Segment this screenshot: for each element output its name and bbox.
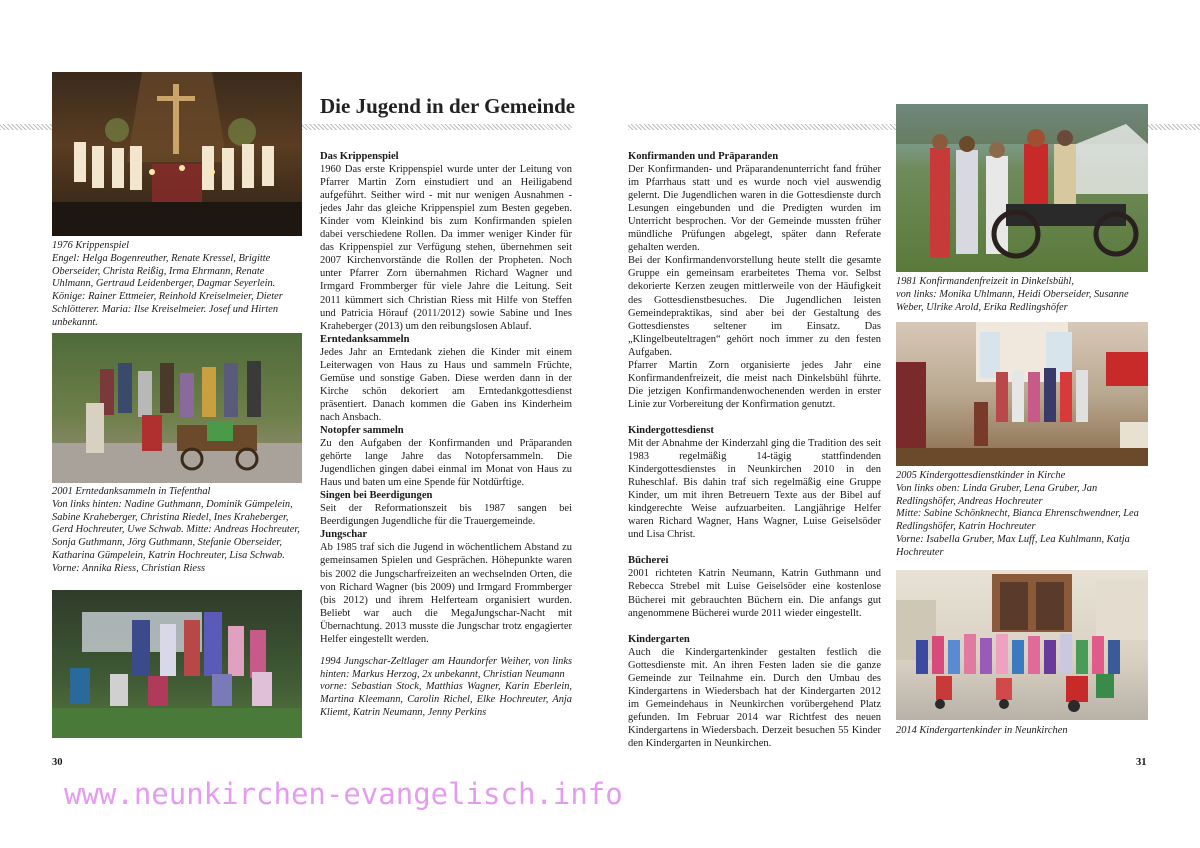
text-erntedank: Jedes Jahr an Erntedank ziehen die Kinder mit einem Leiterwagen von Haus zu Haus und sammeln Früchte, Gemüse und sonstige Gaben. Diese werden dann in der Kirche schön dekoriert am Erntedankgottesdienst präsentiert. Danach kommen die Gaben ins Kinderheim nach Ansbach. bbox=[320, 346, 572, 423]
caption-krippenspiel bbox=[52, 240, 302, 330]
caption-extra: Vorne: Annika Riess, Christian Riess bbox=[52, 562, 206, 574]
caption-title: 1994 Jungschar-Zeltlager am Haundorfer Weiher, von links hinten: Markus Herzog, 2x unbekannt, Christian Neumann bbox=[320, 655, 572, 680]
caption-text: von links: Monika Uhlmann, Heidi Oberseider, Susanne Weber, Ulrike Arold, Erika Redlingshöfer bbox=[896, 288, 1129, 313]
left-text-column bbox=[320, 150, 572, 720]
page-number-left: 30 bbox=[52, 757, 63, 768]
text-konfirmanden-1: Der Konfirmanden- und Präparandenunterricht fand früher im Pfarrhaus statt und es wurde noch viel auswendig gelernt. Die Jugendlichen waren in die Gottesdienste durch Lesungen eingebunden und die Predigten wurden im Unterricht besprochen. Vor der Gemeinde mussten früher mündliche Prüfungen abgelegt, später dann Referate gehalten werden. bbox=[628, 164, 881, 254]
text-kindergarten: Auch die Kindergartenkinder gestalten festlich die Gottesdienste mit. An ihren Festen laden sie die ganze Gemeinde zur Teilnahme ein. Durch den Umbau des Kindergartens in Wiedersbach hat der Kindergarten 2012 im Gemeindehaus in Neunkirchen vorübergehend Platz gefunden. Im Februar 2014 war Richtfest des neuen Kindergartens in Wiedersbach. Derzeit besuchen 55 Kinder den Kindergarten in Neunkirchen. bbox=[628, 646, 881, 749]
photo-jungschar bbox=[52, 590, 302, 738]
right-rule-outer bbox=[1148, 124, 1200, 130]
caption-title: 2005 Kindergottesdienstkinder in Kirche bbox=[896, 470, 1066, 481]
caption-extra2: Vorne: Isabella Gruber, Max Luff, Lea Kuhlmann, Katja Hochreuter bbox=[896, 533, 1130, 558]
text-jungschar: Ab 1985 traf sich die Jugend in wöchentlichem Abstand zu gemeinsamen Spielen und Gesprächen. Höhepunkte waren bis 2002 die Jungscharfreizeiten an wechselnden Orten, die von Richard Wagner (bis 2009) und Irmgard Frommberger (bis 2012) und ihrem Helferteam organisiert wurden. Beliebt war auch die MegaJungschar-Nacht mit Übernachtung. 2013 musste die Jungschar trotz engagierter Helfer eingestellt werden. bbox=[320, 542, 572, 645]
text-buecherei: 2001 richteten Katrin Neumann, Katrin Guthmann und Rebecca Strebel mit Luise Geiselsöder eine kostenlose Bücherei mit gebrauchten Büchern ein. Die anfangs gut angenommene Bücherei wurde 2011 wieder eingestellt. bbox=[628, 568, 881, 619]
caption-title: 2001 Erntedanksammeln in Tiefenthal bbox=[52, 486, 211, 497]
caption-erntedank bbox=[52, 486, 302, 576]
photo-erntedank bbox=[52, 333, 302, 483]
heading-kindergarten: Kindergarten bbox=[628, 633, 690, 645]
caption-kindergottesdienst bbox=[896, 470, 1148, 560]
heading-konfirmanden: Konfirmanden und Präparanden bbox=[628, 151, 779, 162]
photo-konfirmandenfreizeit bbox=[896, 104, 1148, 272]
caption-title: 1976 Krippenspiel bbox=[52, 240, 130, 251]
heading-buecherei: Bücherei bbox=[628, 555, 669, 567]
heading-erntedank: Erntedanksammeln bbox=[320, 333, 410, 345]
heading-kindergottesdienst: Kindergottesdienst bbox=[628, 424, 714, 436]
caption-extra: Mitte: Sabine Schönknecht, Bianca Ehrenschwendner, Lea Redlingshöfer, Katrin Hochreuter bbox=[896, 508, 1139, 533]
text-kindergottesdienst: Mit der Abnahme der Kinderzahl ging die Tradition des seit 1983 regelmäßig 14-tägig stattfindenden Kindergottesdienstes in Neunkirchen 2010 in den Ruheschlaf. Bis dahin traf sich regelmäßig eine Gruppe Kinder, um mit ihren Betreuern Texte aus der Bibel auf kindgerechte Weise aufzuarbeiten. Langjährige Helfer waren Richard Wagner, Hans Wagner, Luise Geiselsöder und Lisa Christ. bbox=[628, 437, 881, 541]
caption-title: 1981 Konfirmandenfreizeit in Dinkelsbühl, bbox=[896, 276, 1074, 287]
text-krippenspiel: 1960 Das erste Krippenspiel wurde unter der Leitung von Pfarrer Martin Zorn einstudiert und an Heiligabend aufgeführt. Seither wird - mit nur wenigen Ausnahmen - jedes Jahr das gleiche Krippenspiel zum Besten gegeben. Kinder vom Kleinkind bis zum Konfirmanden spielen dabei verschiedene Rollen. Da immer weniger Kinder für das Krippenspiel zur Verfügung stehen, übernehmen seit 2007 Kirchenvorstände die Rollen der Propheten. Noch unter Pfarrer Zorn übernahmen Richard Wagner und Irmgard Frommberger für viele Jahre die Leitung. Seit 2011 kümmert sich Christian Riess mit Hilfe von Steffen und Patricia Hörauf (2011/2012) sowie Sabine und Ines Kraheberger (2013) um den reibungslosen Ablauf. bbox=[320, 164, 572, 332]
left-rule-outer bbox=[0, 124, 52, 130]
text-konfirmanden-3: Pfarrer Martin Zorn organisierte jedes Jahr eine Konfirmandenfreizeit, die meist nach Dinkelsbühl führte. Die jetzigen Konfirmandenwochenenden werden in erster Linie zur Vorbereitung der Konfirmation genutzt. bbox=[628, 359, 881, 410]
photo-krippenspiel bbox=[52, 72, 302, 236]
text-beerdigungen: Seit der Reformationszeit bis 1987 sangen bei Beerdigungen Jugendliche für die Trauergemeinde. bbox=[320, 503, 572, 528]
caption-text: Von links oben: Linda Gruber, Lena Gruber, Jan Redlingshöfer, Andreas Hochreuter bbox=[896, 482, 1098, 507]
caption-text: Von links hinten: Nadine Guthmann, Dominik Gümpelein, Sabine Kraheberger, Christina Riedel, Ines Kraheberger, Gerd Hochreuter, Uwe Schwab. Mitte: Andreas Hochreuter, Sonja Guthmann, Jörg Guthmann, Stefanie Oberseider, Katharina Gümpelein, Katrin Hochreuter, Lisa Schwab. bbox=[52, 498, 300, 561]
heading-krippenspiel: Das Krippenspiel bbox=[320, 151, 399, 162]
caption-text: Engel: Helga Bogenreuther, Renate Kressel, Brigitte Oberseider, Christa Reißig, Irma Ehrmann, Renate Uhlmann, Gertraud Leidenberger, Dagmar Seyerlein. Könige: Rainer Ettmeier, Reinhold Kreiselmeier, Dieter Schlötterer. Maria: Ilse Kreiselmeier. Josef und Hirten unbekannt. bbox=[52, 252, 283, 328]
right-rule-inner bbox=[628, 124, 896, 130]
heading-beerdigungen: Singen bei Beerdigungen bbox=[320, 490, 433, 502]
heading-notopfer: Notopfer sammeln bbox=[320, 424, 404, 436]
heading-jungschar: Jungschar bbox=[320, 529, 368, 541]
page-title: Die Jugend in der Gemeinde bbox=[320, 94, 576, 118]
caption-title: 2014 Kindergartenkinder in Neunkirchen bbox=[896, 725, 1068, 736]
caption-jungschar-text bbox=[320, 656, 572, 720]
text-konfirmanden-2: Bei der Konfirmandenvorstellung heute stellt die gesamte Gruppe ein gemeinsam erarbeitetes Thema vor. Selbst dekorierte Kerzen zeugen mittlerweile von der Häufigkeit des Gottesdienstbesuches. Die Jugendlichen leisten Gemeindepraktikas, sind aber bei der Gestaltung des Gottesdienstes seltener im Einsatz. Das „Klingelbeuteltragen“ gehört noch immer zu den festen Aufgaben. bbox=[628, 255, 881, 358]
photo-kindergottesdienst bbox=[896, 322, 1148, 466]
watermark-url: www.neunkirchen-evangelisch.info bbox=[64, 777, 623, 811]
page-number-right: 31 bbox=[1136, 757, 1147, 768]
text-notopfer: Zu den Aufgaben der Konfirmanden und Präparanden gehörte lange Jahre das Notopfersammeln. Die Jugendlichen gingen dabei einmal im Monat von Haus zu Haus und baten um eine Spende für Notdürftige. bbox=[320, 438, 572, 489]
caption-kindergarten bbox=[896, 725, 1148, 738]
photo-kindergarten bbox=[896, 570, 1148, 720]
right-text-column bbox=[628, 150, 881, 750]
left-rule-inner bbox=[302, 124, 572, 130]
caption-konfirmandenfreizeit bbox=[896, 276, 1148, 314]
caption-text: vorne: Sebastian Stock, Matthias Wagner, Karin Eberlein, Martina Kleemann, Carolin Richel, Elke Hochreuter, Anja Kliemt, Katrin Neumann, Jenny Perkins bbox=[320, 681, 572, 718]
